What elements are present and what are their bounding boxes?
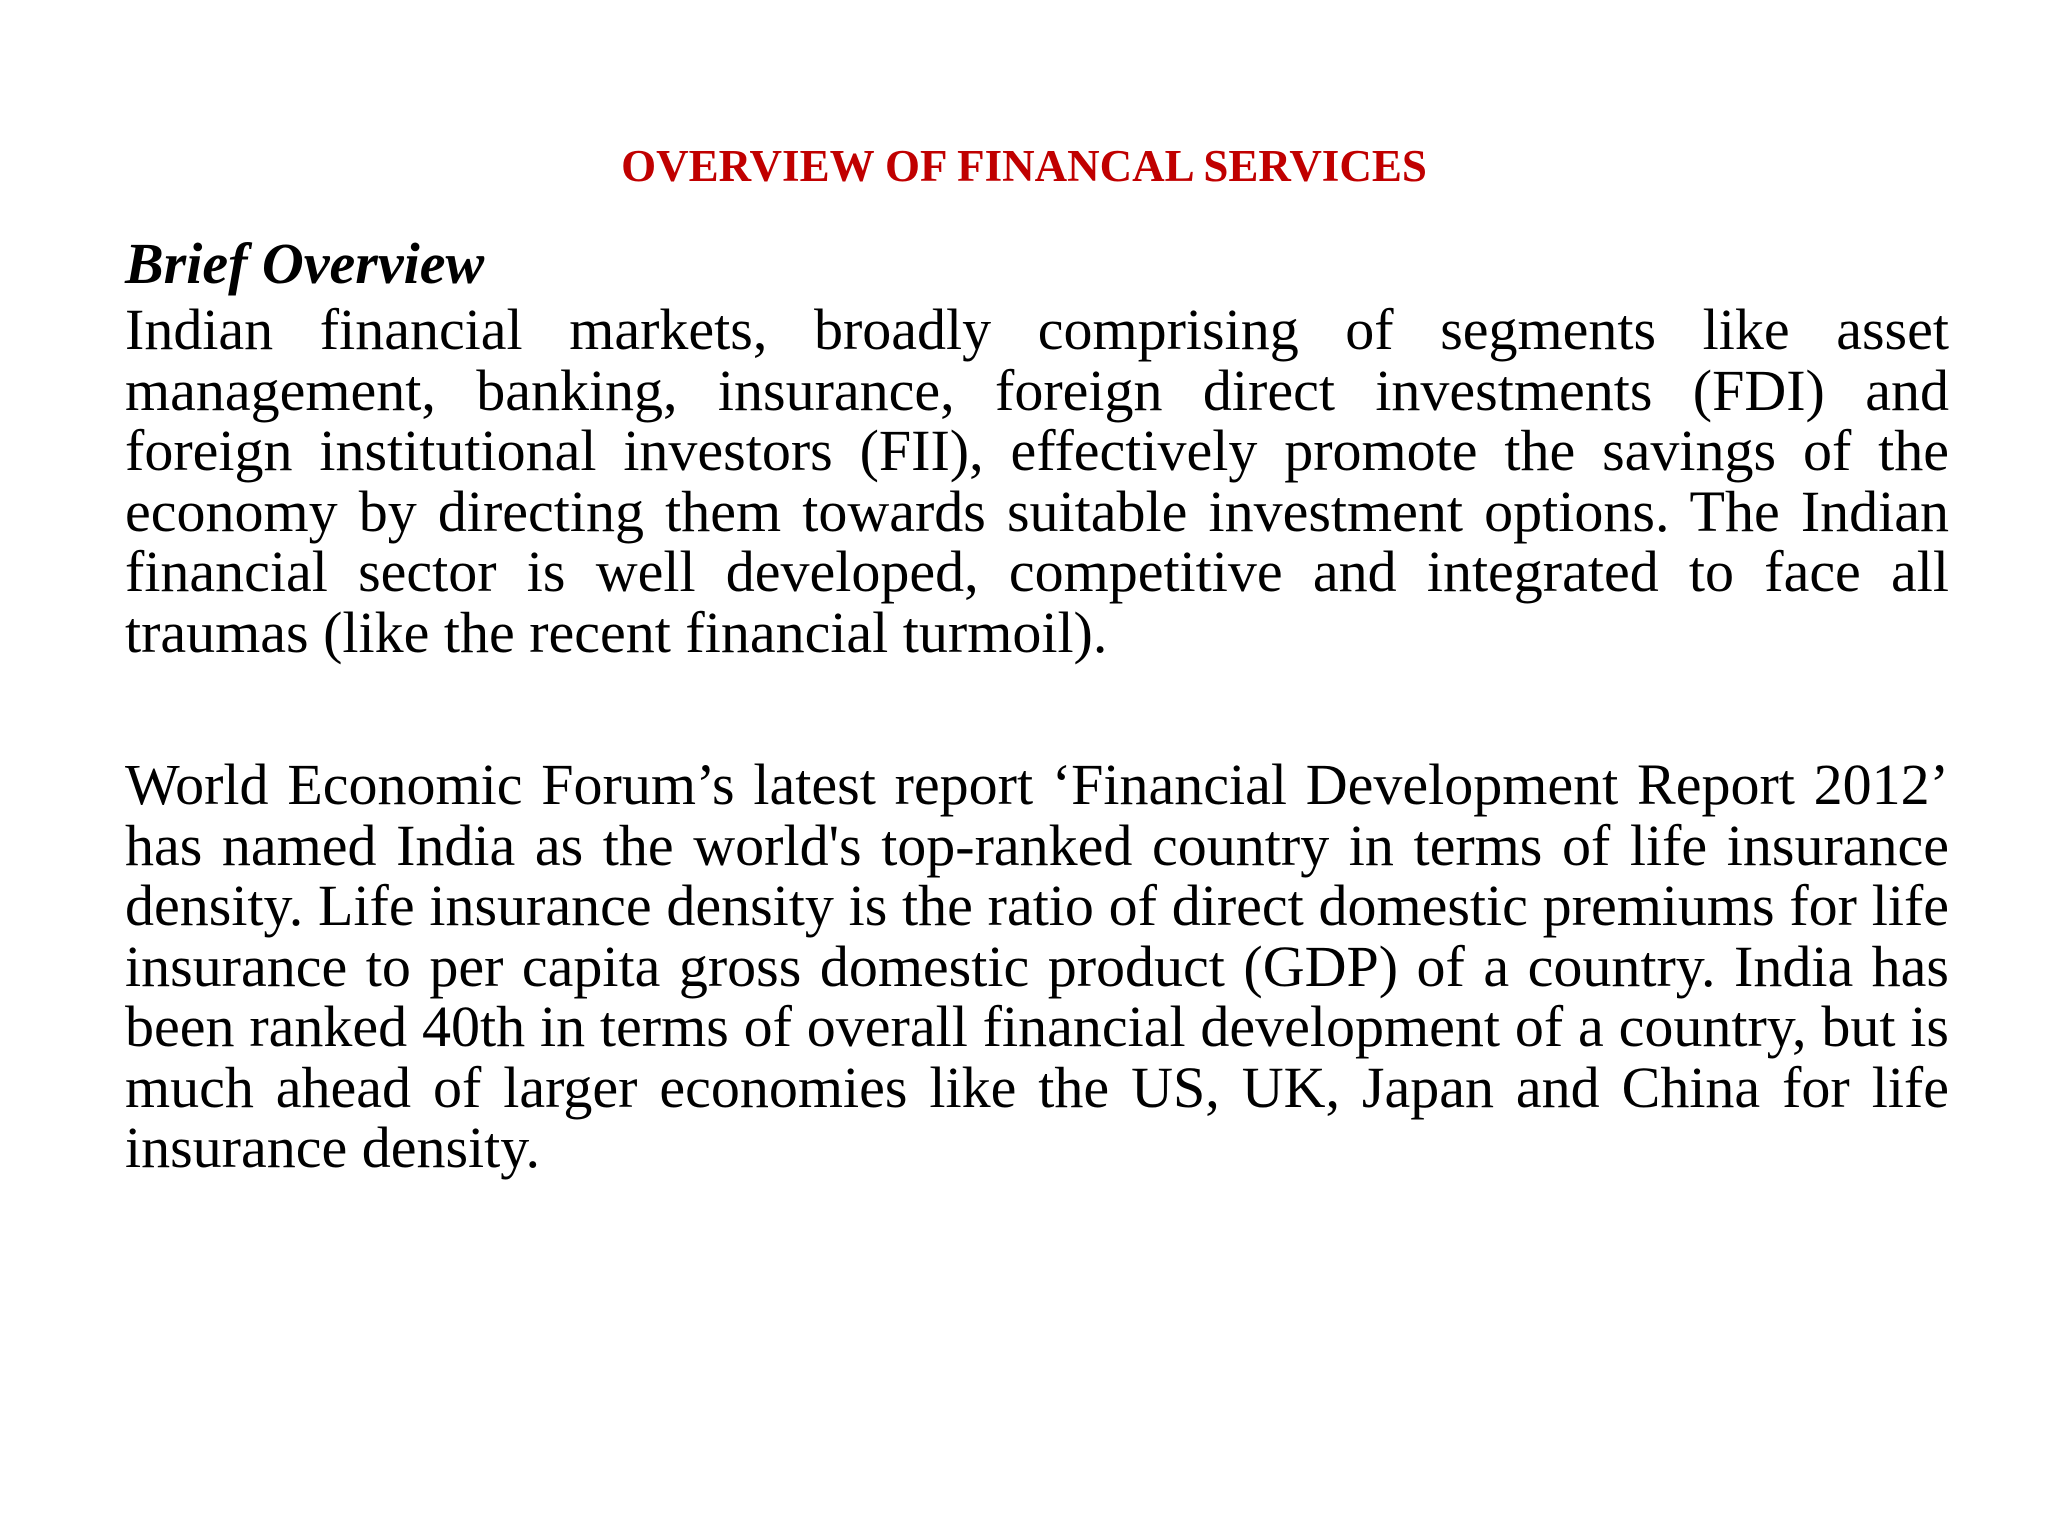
page-title: OVERVIEW OF FINANCAL SERVICES bbox=[621, 141, 1427, 191]
paragraph-wef-report: World Economic Forum’s latest report ‘Financial Development Report 2012’ has named India as the world's top-ranked country in terms of life insurance density. Life insurance density is the ratio of direct domestic premiums for life insurance to per capita gross domestic product (GDP) of a country. India has been ranked 40th in terms of overall financial development of a country, but is much ahead of larger economies like the US, UK, Japan and China for life insurance density. bbox=[125, 752, 1949, 1180]
section-heading: Brief Overview bbox=[125, 231, 485, 296]
paragraph-intro: Indian financial markets, broadly comprising of segments like asset management, banking, insurance, foreign direct investments (FDI) and foreign institutional investors (FII), effectively promote the savings of the economy by directing them towards suitable investment options. The Indian financial sector is well developed, competitive and integrated to face all traumas (like the recent financial turmoil). bbox=[125, 297, 1949, 665]
content-area bbox=[125, 228, 1949, 1179]
